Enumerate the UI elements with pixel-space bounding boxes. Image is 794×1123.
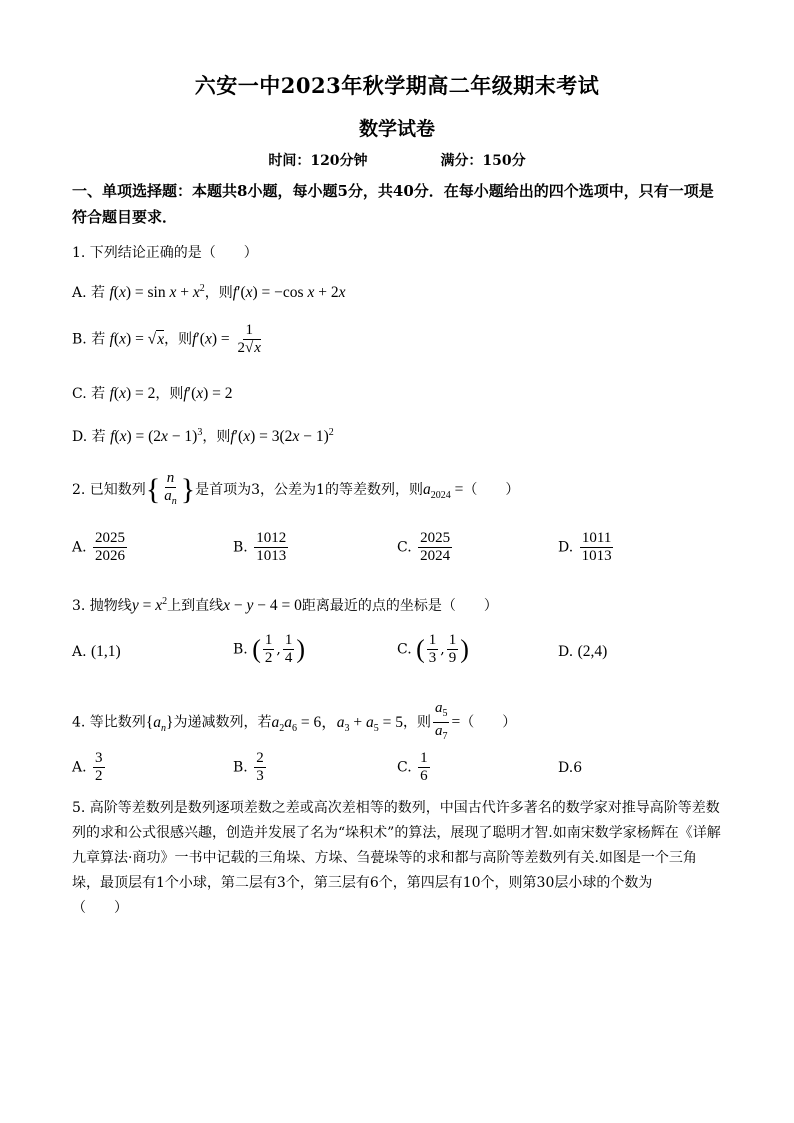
full-score: 满分：150分 [440,153,526,169]
q3-option-d: D. (2,4) [558,643,608,660]
exam-subtitle: 数学试卷 [358,118,435,140]
q4-option-b: B. $\frac{2}{3}$ [233,750,264,784]
q2-option-d: D. $\frac{1011}{1013}$ [558,530,612,564]
q2-option-b: B. $\frac{1012}{1013}$ [233,530,287,564]
q5-stem: 5. 高阶等差数列是数列逐项差数之差或高次差相等的数列，中国古代许多著名的数学家对推导高阶等差数 列的求和公式很感兴趣，创造并发展了名为“垛积术”的算法，展现了聪明才智.如南宋数学家杨辉在《详解 九章算法·商功》一书中记载的三角垛、方垛、刍甍垛等的求和都与高阶等差数列有关.如图是一个三角 垛，最顶层有1个小球，第二层有3个，第三层有6个，第四层有10个，则第30层小球的个数为 （ ） [72,800,721,916]
q4-option-a: A. $\frac{3}{2}$ [72,750,103,784]
q1-option-b: B. 若 f(x) = √x，则f′(x) = $\frac{1}{2√x}$ [72,322,261,356]
q3-stem: 3. 抛物线$y = x^2$上到直线x − y − 4 = 0距离最近的点的坐标是（ ） [72,596,498,615]
section-heading: 一、单项选择题：本题共8小题，每小题5分，共40分．在每小题给出的四个选项中，只有一项是符合题目要求． [72,182,714,226]
exam-meta [0,150,794,170]
q4-stem: 4. 等比数列$\{a_n\}$为递减数列，若$a_2a_6 = 6$，$a_3 + a_5 = 5$，则 $\frac{a_5}{a_7}$ =（ ） [72,700,517,742]
time-limit: 时间：120分钟 [268,153,368,169]
q2-stem: 2. 已知数列{ $\frac{n}{a_n}$ }是首项为3，公差为1的等差数列，则$a_{2024}$ =（ ） [72,470,520,507]
q1-option-c: C. 若 f(x) = 2，则f′(x) = 2 [72,385,233,402]
q1-stem: 1. 下列结论正确的是（ ） [72,245,258,261]
q1-option-a: A. 若 $f(x) = \sin x + x^2$，则f′(x) = −cos x + 2x [72,283,346,302]
q4-option-c: C. $\frac{1}{6}$ [397,750,428,784]
exam-title: 六安一中2023年秋学期高二年级期末考试 [194,73,600,98]
q1-option-d: D. 若 $f(x) = (2x - 1)^3$，则$f'(x) = 3(2x - 1)^2$ [72,427,334,446]
q2-option-c: C. $\frac{2025}{2024}$ [397,530,451,564]
q3-option-b: B. ( $\frac{1}{2}$ , $\frac{1}{4}$ ) [233,632,305,666]
q3-option-c: C. ( $\frac{1}{3}$ , $\frac{1}{9}$ ) [397,632,469,666]
q3-option-a: A. (1,1) [72,643,121,660]
q4-option-d: D.6 [558,760,583,776]
q2-option-a: A. $\frac{2025}{2026}$ [72,530,126,564]
